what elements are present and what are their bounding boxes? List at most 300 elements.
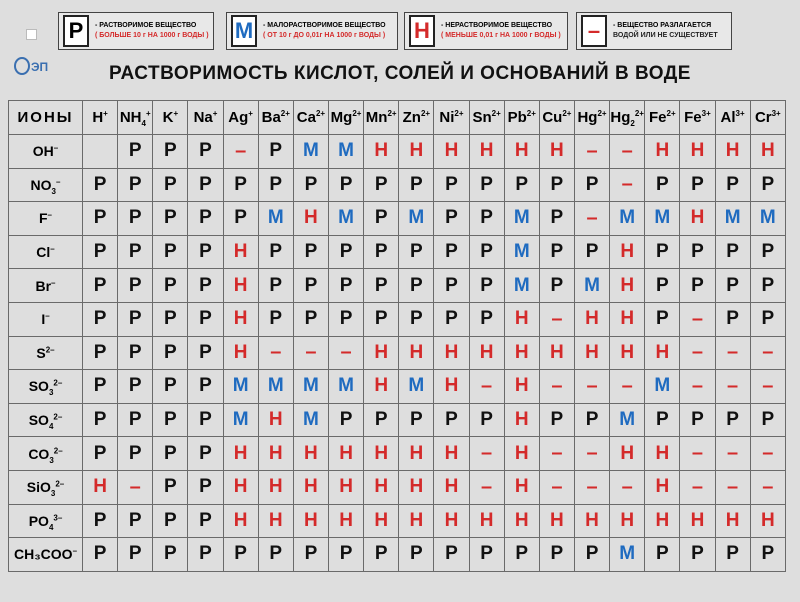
anion-subscript: 3 — [49, 455, 54, 465]
solubility-cell: Р — [539, 403, 574, 437]
solubility-cell: Р — [469, 168, 504, 202]
solubility-cell: Р — [645, 302, 680, 336]
solubility-cell: Р — [574, 538, 609, 572]
solubility-cell: – — [258, 336, 293, 370]
solubility-cell: Р — [434, 269, 469, 303]
solubility-cell: Р — [188, 403, 223, 437]
solubility-cell: Р — [293, 269, 328, 303]
solubility-cell: Н — [364, 370, 399, 404]
solubility-cell: М — [258, 202, 293, 236]
solubility-cell: – — [539, 470, 574, 504]
solubility-cell: – — [328, 336, 363, 370]
solubility-cell: М — [610, 403, 645, 437]
anion-symbol: SO — [28, 378, 49, 395]
anion-charge: – — [51, 278, 56, 288]
anion-charge: – — [72, 546, 78, 556]
solubility-cell: Р — [328, 302, 363, 336]
anion-label — [9, 302, 83, 336]
anion-charge: – — [45, 311, 50, 321]
solubility-cell: Р — [118, 370, 153, 404]
solubility-cell: Р — [118, 202, 153, 236]
anion-charge: 2– — [53, 412, 63, 422]
solubility-cell: Р — [153, 504, 188, 538]
logo-text: ЭП — [31, 60, 48, 74]
solubility-cell: Р — [293, 302, 328, 336]
solubility-cell: Р — [328, 235, 363, 269]
solubility-cell: Р — [680, 538, 715, 572]
anion-symbol: NO — [30, 176, 52, 193]
solubility-cell: Р — [399, 302, 434, 336]
solubility-cell: Р — [258, 235, 293, 269]
solubility-cell: Р — [118, 135, 153, 169]
solubility-cell: – — [223, 135, 258, 169]
solubility-cell: Н — [223, 269, 258, 303]
solubility-cell: Р — [118, 235, 153, 269]
cation-header — [434, 101, 469, 135]
cation-charge: 2+ — [387, 109, 397, 118]
table-row — [9, 504, 786, 538]
solubility-cell: М — [610, 202, 645, 236]
solubility-cell: М — [715, 202, 750, 236]
anion-charge: – — [56, 177, 61, 187]
table-row — [9, 135, 786, 169]
cation-symbol: Ba — [261, 109, 281, 126]
solubility-cell: Р — [750, 403, 785, 437]
solubility-cell: М — [328, 135, 363, 169]
anion-label — [9, 168, 83, 202]
solubility-cell: Р — [715, 269, 750, 303]
cation-header — [83, 101, 118, 135]
solubility-cell: – — [750, 470, 785, 504]
cation-charge: 3+ — [701, 109, 711, 118]
solubility-cell: Р — [539, 538, 574, 572]
solubility-cell: М — [258, 370, 293, 404]
solubility-cell: Н — [504, 135, 539, 169]
legend-insoluble-letter: Н — [409, 15, 435, 47]
solubility-cell: – — [539, 370, 574, 404]
solubility-cell: Р — [118, 302, 153, 336]
cation-header — [750, 101, 785, 135]
solubility-cell: Н — [610, 302, 645, 336]
solubility-cell: Р — [258, 135, 293, 169]
solubility-cell: Р — [188, 470, 223, 504]
solubility-cell: Н — [434, 370, 469, 404]
legend-slightly-line2: ( ОТ 10 г ДО 0,01г НА 1000 г ВОДЫ ) — [263, 32, 386, 39]
solubility-cell: Р — [645, 235, 680, 269]
solubility-cell: Р — [293, 538, 328, 572]
solubility-cell: – — [469, 437, 504, 471]
solubility-cell: Н — [258, 403, 293, 437]
cation-charge: + — [173, 109, 179, 118]
anion-subscript: 3 — [48, 388, 54, 398]
solubility-cell: Р — [188, 370, 223, 404]
solubility-cell: – — [680, 336, 715, 370]
solubility-cell: Н — [645, 135, 680, 169]
legend-soluble-line2: ( БОЛЬШЕ 10 г НА 1000 г ВОДЫ ) — [95, 32, 209, 39]
cation-symbol: Sn — [472, 109, 492, 126]
table-row — [9, 403, 786, 437]
solubility-cell: М — [293, 370, 328, 404]
solubility-cell: Н — [645, 470, 680, 504]
solubility-cell: М — [223, 403, 258, 437]
solubility-cell: – — [610, 135, 645, 169]
anion-charge: – — [50, 244, 55, 254]
solubility-cell: Р — [83, 302, 118, 336]
anion-subscript: 4 — [48, 522, 54, 532]
cation-charge: + — [248, 109, 253, 118]
anion-symbol: S — [36, 344, 46, 361]
solubility-cell: М — [293, 403, 328, 437]
solubility-cell: Р — [258, 538, 293, 572]
solubility-cell: Р — [83, 437, 118, 471]
solubility-cell: Р — [258, 302, 293, 336]
solubility-cell: Н — [504, 504, 539, 538]
solubility-cell: Р — [750, 168, 785, 202]
solubility-cell: М — [293, 135, 328, 169]
solubility-cell: Р — [188, 437, 223, 471]
legend-decomposes-line1: - ВЕЩЕСТВО РАЗЛАГАЕТСЯ — [613, 22, 712, 29]
solubility-cell: М — [504, 202, 539, 236]
solubility-cell: Р — [188, 135, 223, 169]
solubility-cell: Р — [539, 269, 574, 303]
legend-insoluble-line2: ( МЕНЬШЕ 0,01 г НА 1000 г ВОДЫ ) — [441, 32, 561, 39]
solubility-cell: Р — [188, 235, 223, 269]
cation-symbol: Zn — [402, 109, 421, 126]
cation-charge: 2+ — [491, 109, 501, 118]
solubility-cell: Р — [188, 269, 223, 303]
solubility-cell: Н — [539, 504, 574, 538]
solubility-cell: Р — [750, 538, 785, 572]
solubility-cell: – — [469, 370, 504, 404]
solubility-cell: М — [574, 269, 609, 303]
cation-header — [680, 101, 715, 135]
solubility-cell: Р — [153, 168, 188, 202]
solubility-cell: Р — [504, 538, 539, 572]
solubility-cell: Р — [399, 269, 434, 303]
solubility-cell: Н — [364, 336, 399, 370]
header-row — [9, 101, 786, 135]
solubility-cell: Р — [118, 437, 153, 471]
legend-decomposes-letter: – — [581, 15, 607, 47]
solubility-cell: Н — [223, 504, 258, 538]
cation-symbol: Ca — [296, 109, 316, 126]
solubility-cell: Р — [469, 235, 504, 269]
solubility-cell: Н — [504, 403, 539, 437]
page-title: РАСТВОРИМОСТЬ КИСЛОТ, СОЛЕЙ И ОСНОВАНИЙ В ВОДЕ — [109, 63, 691, 84]
solubility-cell: Н — [610, 336, 645, 370]
solubility-cell: Н — [715, 504, 750, 538]
solubility-cell: Р — [715, 302, 750, 336]
solubility-cell: М — [328, 370, 363, 404]
solubility-cell: Н — [399, 135, 434, 169]
solubility-cell: Р — [83, 168, 118, 202]
solubility-cell: Р — [680, 168, 715, 202]
solubility-cell: – — [539, 302, 574, 336]
solubility-cell: М — [328, 202, 363, 236]
solubility-cell: Н — [328, 437, 363, 471]
anion-symbol: I — [41, 311, 46, 328]
solubility-cell: Р — [188, 202, 223, 236]
anion-label — [9, 235, 83, 269]
solubility-cell: Н — [223, 235, 258, 269]
solubility-cell: Н — [469, 504, 504, 538]
cation-header — [469, 101, 504, 135]
solubility-cell: Н — [328, 470, 363, 504]
solubility-cell: Р — [118, 504, 153, 538]
solubility-cell: Р — [83, 504, 118, 538]
solubility-cell: Н — [539, 336, 574, 370]
anion-subscript: 3 — [50, 489, 56, 499]
solubility-cell: Н — [574, 302, 609, 336]
cation-symbol: Fe — [684, 109, 702, 126]
solubility-cell: Р — [153, 202, 188, 236]
solubility-cell: Р — [434, 302, 469, 336]
cation-symbol: Cr — [754, 109, 772, 126]
solubility-cell: Р — [153, 302, 188, 336]
solubility-table — [8, 100, 786, 572]
solubility-cell: Р — [364, 235, 399, 269]
cation-header — [399, 101, 434, 135]
cation-symbol: Ag — [228, 109, 249, 126]
solubility-cell: М — [645, 202, 680, 236]
solubility-cell: Н — [258, 437, 293, 471]
solubility-cell: Р — [680, 403, 715, 437]
anion-label — [9, 202, 83, 236]
solubility-cell: М — [399, 370, 434, 404]
solubility-cell: Р — [434, 538, 469, 572]
cation-header — [715, 101, 750, 135]
cation-charge: 2+ — [597, 109, 607, 118]
cation-header — [364, 101, 399, 135]
cation-charge: 2+ — [315, 109, 326, 118]
solubility-cell: Н — [539, 135, 574, 169]
solubility-cell: Н — [364, 504, 399, 538]
solubility-cell: Р — [574, 168, 609, 202]
table-row — [9, 269, 786, 303]
anion-charge: – — [47, 210, 52, 220]
table-row — [9, 538, 786, 572]
corner-label: ИОНЫ — [9, 101, 83, 135]
anion-subscript: 3 — [51, 186, 56, 196]
cation-charge: 2+ — [634, 109, 644, 118]
solubility-cell: Р — [399, 403, 434, 437]
cation-charge: + — [212, 109, 218, 118]
solubility-cell: Р — [118, 269, 153, 303]
solubility-cell: Н — [258, 470, 293, 504]
legend-slightly-letter: М — [231, 15, 257, 47]
solubility-cell: – — [750, 437, 785, 471]
cation-charge: 3+ — [771, 109, 781, 118]
solubility-cell: Н — [223, 470, 258, 504]
solubility-cell: Р — [153, 437, 188, 471]
solubility-cell: Р — [153, 538, 188, 572]
solubility-cell: Н — [610, 269, 645, 303]
solubility-cell: Р — [364, 168, 399, 202]
cation-header — [539, 101, 574, 135]
solubility-cell: Р — [539, 235, 574, 269]
legend-soluble — [58, 12, 214, 50]
cation-header — [293, 101, 328, 135]
solubility-cell: Р — [83, 403, 118, 437]
cation-symbol: Hg — [577, 109, 598, 126]
solubility-cell: Р — [328, 168, 363, 202]
table-row — [9, 302, 786, 336]
cation-header — [504, 101, 539, 135]
solubility-cell: Н — [83, 470, 118, 504]
anion-charge: – — [53, 143, 59, 153]
cation-subscript: 2 — [630, 119, 635, 128]
solubility-cell: Н — [504, 437, 539, 471]
anion-symbol: SiO — [26, 479, 51, 496]
solubility-cell: Н — [469, 135, 504, 169]
solubility-cell: Н — [504, 336, 539, 370]
solubility-cell: Р — [750, 235, 785, 269]
legend-decomposes — [576, 12, 732, 50]
solubility-cell: Р — [364, 538, 399, 572]
solubility-cell: Р — [153, 269, 188, 303]
cation-charge: 2+ — [454, 109, 464, 118]
table-row — [9, 470, 786, 504]
solubility-cell: Р — [434, 168, 469, 202]
solubility-cell: Н — [434, 437, 469, 471]
cation-charge: 2+ — [526, 109, 536, 118]
solubility-cell: Р — [153, 470, 188, 504]
solubility-cell: Р — [118, 336, 153, 370]
solubility-cell: – — [680, 470, 715, 504]
anion-charge: 2– — [55, 479, 65, 489]
table-row — [9, 202, 786, 236]
solubility-cell: – — [715, 370, 750, 404]
solubility-cell: Н — [434, 470, 469, 504]
anion-symbol: OH — [32, 143, 54, 160]
solubility-cell: – — [469, 470, 504, 504]
anion-symbol: CH₃COO — [13, 546, 73, 563]
solubility-cell: – — [574, 135, 609, 169]
solubility-cell: Р — [364, 403, 399, 437]
anion-symbol: F — [38, 210, 48, 227]
solubility-cell: Р — [715, 538, 750, 572]
solubility-cell: Р — [258, 168, 293, 202]
solubility-cell: Р — [223, 202, 258, 236]
solubility-cell: – — [715, 336, 750, 370]
solubility-cell — [83, 135, 118, 169]
solubility-cell: Р — [153, 370, 188, 404]
solubility-cell: Р — [83, 336, 118, 370]
solubility-cell: Р — [539, 202, 574, 236]
solubility-cell: – — [680, 370, 715, 404]
solubility-cell: Н — [645, 437, 680, 471]
anion-symbol: CO — [28, 445, 50, 462]
solubility-cell: Р — [258, 269, 293, 303]
anion-label — [9, 437, 83, 471]
solubility-cell: – — [715, 437, 750, 471]
legend-slightly-soluble — [226, 12, 398, 50]
solubility-cell: Н — [399, 336, 434, 370]
solubility-cell: Р — [715, 168, 750, 202]
solubility-cell: Р — [645, 538, 680, 572]
solubility-cell: М — [223, 370, 258, 404]
anion-label — [9, 135, 83, 169]
cation-header — [610, 101, 645, 135]
solubility-cell: Р — [223, 168, 258, 202]
solubility-cell: Н — [434, 504, 469, 538]
solubility-cell: Н — [645, 504, 680, 538]
cation-header — [258, 101, 293, 135]
cation-charge: 2+ — [352, 109, 362, 118]
solubility-cell: Р — [153, 235, 188, 269]
cation-symbol: Fe — [649, 109, 667, 126]
solubility-cell: Р — [118, 538, 153, 572]
cation-charge: + — [145, 109, 151, 118]
solubility-cell: Р — [715, 235, 750, 269]
anion-subscript: 4 — [48, 421, 54, 431]
solubility-cell: Р — [645, 168, 680, 202]
solubility-cell: Р — [715, 403, 750, 437]
cation-header — [645, 101, 680, 135]
solubility-cell: Р — [293, 235, 328, 269]
solubility-cell: Н — [293, 470, 328, 504]
solubility-cell: – — [293, 336, 328, 370]
solubility-cell: Р — [399, 235, 434, 269]
cation-header — [328, 101, 363, 135]
solubility-cell: Р — [469, 403, 504, 437]
anion-label — [9, 504, 83, 538]
solubility-cell: Н — [434, 135, 469, 169]
anion-label — [9, 269, 83, 303]
anion-label — [9, 470, 83, 504]
solubility-cell: Н — [504, 302, 539, 336]
solubility-cell: Н — [258, 504, 293, 538]
solubility-cell: Р — [188, 538, 223, 572]
cation-charge: 2+ — [280, 109, 290, 118]
solubility-cell: Н — [399, 437, 434, 471]
solubility-cell: – — [750, 336, 785, 370]
cation-charge: 3+ — [735, 109, 745, 118]
solubility-cell: Р — [153, 403, 188, 437]
cation-symbol: Pb — [507, 109, 527, 126]
cation-charge: + — [103, 109, 108, 118]
solubility-cell: – — [610, 168, 645, 202]
solubility-cell: Н — [504, 470, 539, 504]
anion-charge: 3– — [53, 513, 63, 523]
solubility-cell: Р — [188, 302, 223, 336]
solubility-cell: Р — [469, 202, 504, 236]
solubility-cell: Р — [645, 269, 680, 303]
solubility-cell: Н — [750, 504, 785, 538]
solubility-cell: – — [574, 370, 609, 404]
legend-insoluble-line1: - НЕРАСТВОРИМОЕ ВЕЩЕСТВО — [441, 22, 553, 29]
legend-slightly-line1: - МАЛОРАСТВОРИМОЕ ВЕЩЕСТВО — [263, 22, 386, 29]
solubility-cell: Р — [680, 235, 715, 269]
solubility-cell: Р — [364, 269, 399, 303]
cation-symbol: Na — [193, 109, 213, 126]
table-row — [9, 336, 786, 370]
solubility-cell: Н — [399, 470, 434, 504]
solubility-cell: – — [680, 437, 715, 471]
legend-insoluble — [404, 12, 568, 50]
solubility-cell: Р — [750, 302, 785, 336]
solubility-cell: Н — [680, 504, 715, 538]
table-row — [9, 370, 786, 404]
solubility-cell: Н — [364, 437, 399, 471]
solubility-cell: Н — [750, 135, 785, 169]
anion-symbol: Br — [35, 277, 52, 294]
cation-header — [223, 101, 258, 135]
solubility-cell: – — [574, 202, 609, 236]
solubility-cell: М — [645, 370, 680, 404]
solubility-cell: – — [715, 470, 750, 504]
solubility-cell: Р — [83, 370, 118, 404]
